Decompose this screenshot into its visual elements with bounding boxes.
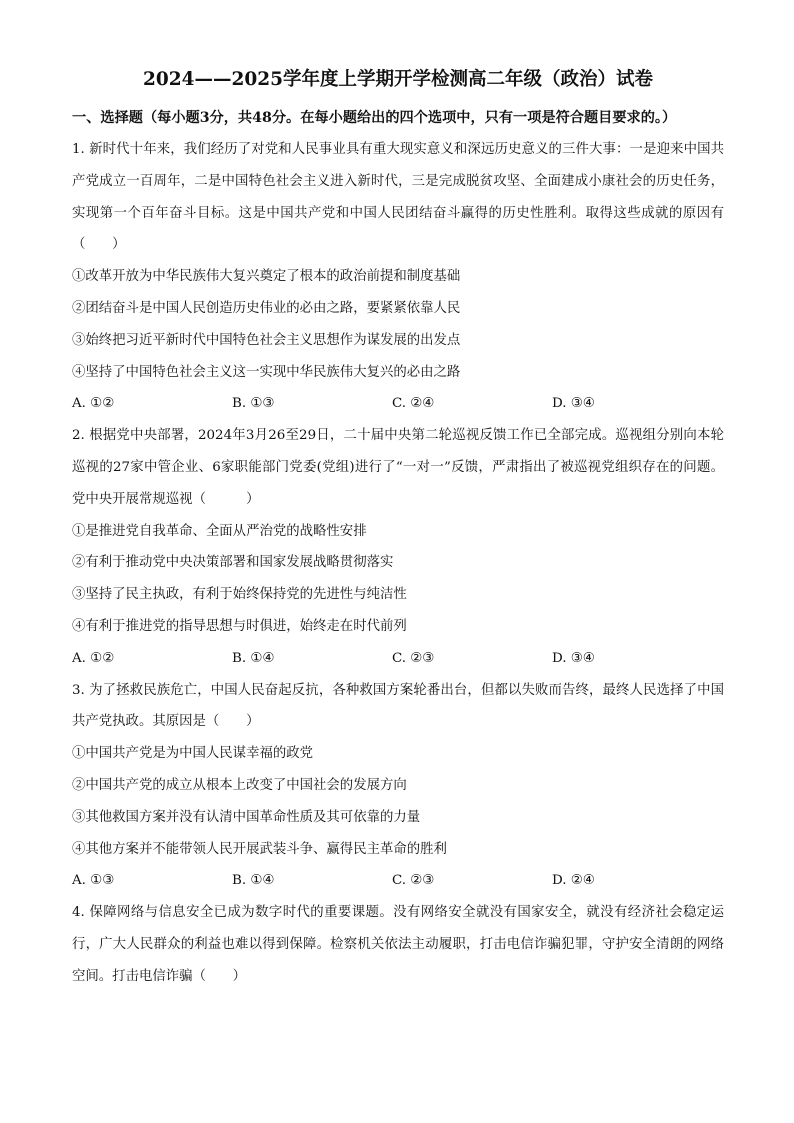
question-option: ③始终把习近平新时代中国特色社会主义思想作为谋发展的出发点: [72, 332, 461, 348]
question-stem: 4. 保障网络与信息安全已成为数字时代的重要课题。没有网络安全就没有国家安全，就没有经济社会稳定运行，广大人民群众的利益也难以得到保障。检察机关依法主动履职，打击电信诈骗犯罪，守护安全清朗的网络空间。打击电信诈骗（ ）: [72, 905, 724, 984]
exam-title: 2024——2025学年度上学期开学检测高二年级（政治）试卷: [143, 69, 653, 90]
choice-b: B. ①④: [232, 650, 275, 666]
choice-a: A. ①③: [72, 873, 115, 889]
question-stem: 1. 新时代十年来，我们经历了对党和人民事业具有重大现实意义和深远历史意义的三件大事：一是迎来中国共产党成立一百周年，二是中国特色社会主义进入新时代，三是完成脱贫攻坚、全面建成小康社会的历史任务，实现第一个百年奋斗目标。这是中国共产党和中国人民团结奋斗赢得的历史性胜利。取得这些成就的原因有（ ）: [72, 142, 724, 253]
exam-page: [72, 62, 724, 993]
question-1: [72, 134, 724, 420]
question-option: ④有利于推进党的指导思想与时俱进，始终走在时代前列: [72, 618, 407, 634]
question-option: ②中国共产党的成立从根本上改变了中国社会的发展方向: [72, 777, 407, 793]
question-option: ①改革开放为中华民族伟大复兴奠定了根本的政治前提和制度基础: [72, 269, 461, 285]
answer-choices: [72, 388, 724, 420]
answer-choices: [72, 643, 724, 675]
question-option: ①中国共产党是为中国人民谋幸福的政党: [72, 746, 314, 762]
choice-a: A. ①②: [72, 650, 115, 666]
question-3: [72, 675, 724, 898]
section-heading: 一、选择题（每小题3分，共48分。在每小题给出的四个选项中，只有一项是符合题目要求的。）: [72, 110, 677, 126]
question-2: [72, 420, 724, 674]
choice-b: B. ①④: [232, 873, 275, 889]
choice-c: C. ②④: [392, 396, 435, 412]
choice-a: A. ①②: [72, 396, 115, 412]
choice-c: C. ②③: [392, 650, 435, 666]
question-option: ①是推进党自我革命、全面从严治党的战略性安排: [72, 523, 367, 539]
answer-choices: [72, 865, 724, 897]
question-option: ②有利于推动党中央决策部署和国家发展战略贯彻落实: [72, 555, 394, 571]
question-option: ③坚持了民主执政，有利于始终保持党的先进性与纯洁性: [72, 587, 407, 603]
choice-d: D. ②④: [552, 873, 595, 889]
question-option: ④其他方案并不能带领人民开展武装斗争、赢得民主革命的胜利: [72, 841, 447, 857]
question-option: ③其他救国方案并没有认清中国革命性质及其可依靠的力量: [72, 809, 421, 825]
choice-d: D. ③④: [552, 396, 595, 412]
question-4: [72, 897, 724, 992]
choice-c: C. ②③: [392, 873, 435, 889]
question-option: ②团结奋斗是中国人民创造历史伟业的必由之路，要紧紧依靠人民: [72, 300, 461, 316]
question-stem: 2. 根据党中央部署，2024年3月26至29日，二十届中央第二轮巡视反馈工作已全部完成。巡视组分别向本轮巡视的27家中管企业、6家职能部门党委(党组)进行了“一对一”反馈，严肃指出了被巡视党组织存在的问题。党中央开展常规巡视（ ）: [72, 428, 724, 507]
question-stem: 3. 为了拯救民族危亡，中国人民奋起反抗，各种救国方案轮番出台，但都以失败而告终，最终人民选择了中国共产党执政。其原因是（ ）: [72, 682, 724, 730]
choice-b: B. ①③: [232, 396, 275, 412]
question-option: ④坚持了中国特色社会主义这一实现中华民族伟大复兴的必由之路: [72, 364, 461, 380]
choice-d: D. ③④: [552, 650, 595, 666]
